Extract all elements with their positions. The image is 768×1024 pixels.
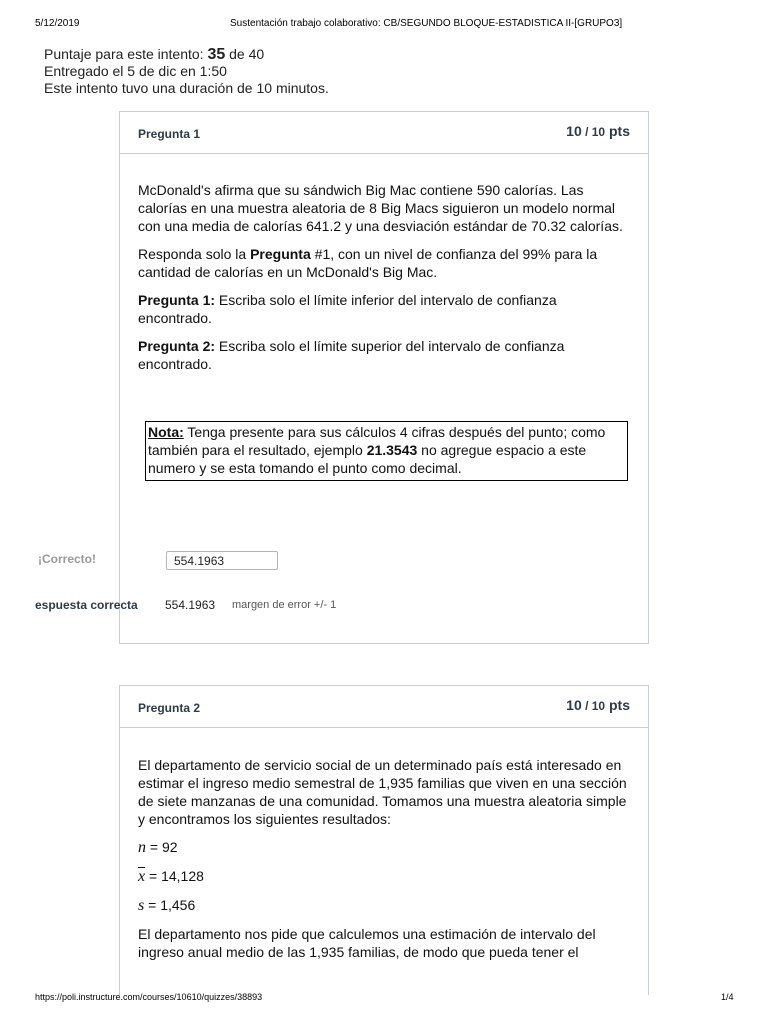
question-text: El departamento de servicio social de un determinado país está interesado en estimar el ingreso medio semestral de 1,935 familias que viven en una sección de siete manzanas de una comunidad. Tomamos una muestra aleatoria simple y encontramos los siguientes resultados: bbox=[138, 757, 627, 827]
question-body bbox=[120, 728, 648, 961]
question-title: Pregunta 2 bbox=[138, 701, 201, 715]
xbar-value: = 14,128 bbox=[145, 868, 204, 884]
attempt-duration: Este intento tuvo una duración de 10 minutos. bbox=[44, 80, 329, 96]
margin-of-error: margen de error +/- 1 bbox=[232, 599, 337, 611]
note-example: 21.3543 bbox=[366, 442, 418, 458]
sample-std bbox=[138, 896, 630, 915]
note-label: Nota: bbox=[148, 424, 184, 440]
points-total: / 10 bbox=[581, 699, 606, 713]
correct-answer-label: espuesta correcta bbox=[35, 598, 138, 612]
note-pre: Tenga presente para sus cálculos 4 cifras después del punto; como también para el resultado, ejemplo bbox=[148, 424, 606, 458]
instruction-bold: Pregunta bbox=[250, 246, 311, 262]
sample-size bbox=[138, 838, 630, 857]
points-earned: 10 bbox=[566, 123, 582, 139]
page-number: 1/4 bbox=[721, 992, 734, 1002]
score-prefix: Puntaje para este intento: bbox=[44, 46, 208, 62]
question-instruction bbox=[138, 245, 630, 281]
n-variable: n bbox=[138, 839, 146, 856]
answer-input[interactable]: 554.1963 bbox=[166, 551, 278, 570]
question-points bbox=[566, 697, 630, 713]
s-variable: s bbox=[138, 897, 145, 914]
attempt-score bbox=[44, 46, 329, 63]
subquestion-2-text: Escriba solo el límite superior del intervalo de confianza encontrado. bbox=[138, 338, 565, 372]
points-label: pts bbox=[605, 123, 630, 139]
instruction-pre: Responda solo la bbox=[138, 246, 251, 262]
correct-answer-value: 554.1963 bbox=[165, 598, 216, 612]
question-header bbox=[120, 686, 648, 728]
subquestion-2-label: Pregunta 2: bbox=[138, 338, 216, 354]
attempt-submitted: Entregado el 5 de dic en 1:50 bbox=[44, 63, 227, 79]
correct-label: ¡Correcto! bbox=[38, 552, 97, 566]
s-value: = 1,456 bbox=[144, 897, 196, 913]
print-header bbox=[0, 0, 768, 40]
score-value: 35 bbox=[207, 46, 226, 63]
answer-divider bbox=[119, 575, 120, 591]
sample-mean bbox=[138, 867, 630, 886]
subquestion-1-label: Pregunta 1: bbox=[138, 292, 216, 308]
print-title: Sustentación trabajo colaborativo: CB/SEGUNDO BLOQUE-ESTADISTICA II-[GRUPO3] bbox=[230, 18, 623, 29]
question-text-continued: El departamento nos pide que calculemos una estimación de intervalo del ingreso anual medio de las 1,935 familias, de modo que pueda tener el bbox=[138, 926, 596, 960]
points-label: pts bbox=[605, 697, 630, 713]
print-date: 5/12/2019 bbox=[35, 18, 80, 29]
subquestion-1-text: Escriba solo el límite inferior del intervalo de confianza encontrado. bbox=[138, 292, 557, 326]
n-value: = 92 bbox=[146, 839, 178, 855]
print-url: https://poli.instructure.com/courses/10610/quizzes/38893 bbox=[35, 992, 263, 1002]
attempt-info bbox=[44, 46, 329, 97]
question-text: McDonald's afirma que su sándwich Big Mac contiene 590 calorías. Las calorías en una muestra aleatoria de 8 Big Macs siguieron un modelo normal con una media de calorías 641.2 y una desviación estándar de 70.32 calorías. bbox=[138, 182, 623, 234]
note-box bbox=[145, 421, 628, 481]
xbar-variable: $\overline{x}$ bbox=[138, 868, 146, 885]
question-body bbox=[120, 154, 648, 481]
score-suffix: de 40 bbox=[225, 46, 265, 62]
points-total: / 10 bbox=[581, 125, 606, 139]
points-earned: 10 bbox=[566, 697, 582, 713]
subquestion-2 bbox=[138, 337, 630, 373]
note-post: no agregue espacio a este numero y se esta tomando el punto como decimal. bbox=[148, 442, 587, 476]
question-points bbox=[566, 123, 630, 139]
question-header bbox=[120, 112, 648, 154]
instruction-post: #1, con un nivel de confianza del 99% para la cantidad de calorías en un McDonald's Big Mac. bbox=[138, 246, 598, 280]
subquestion-1 bbox=[138, 291, 630, 327]
question-2 bbox=[119, 685, 649, 995]
question-title: Pregunta 1 bbox=[138, 127, 201, 141]
